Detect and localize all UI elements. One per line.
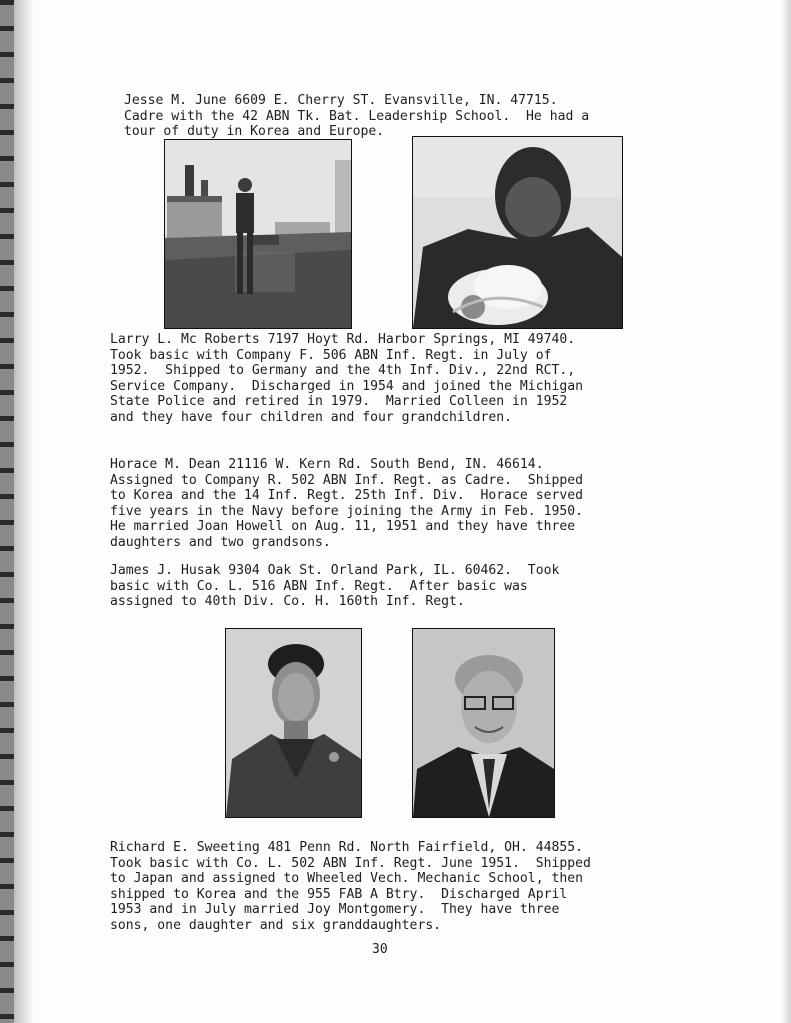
photo-young-soldier-portrait — [226, 629, 361, 817]
bio-line: and they have four children and four grandchildren. — [110, 409, 513, 425]
photo-man-with-glasses — [413, 629, 554, 817]
photo-soldier-standing — [165, 140, 351, 328]
bio-larry-mcroberts — [110, 332, 583, 426]
binding-shadow — [14, 0, 34, 1023]
bio-line: Richard E. Sweeting 481 Penn Rd. North Fairfield, OH. 44855. — [110, 840, 583, 855]
bio-line: Took basic with Co. L. 502 ABN Inf. Regt. June 1951. Shipped — [110, 855, 591, 871]
bio-line: 1953 and in July married Joy Montgomery. They have three — [110, 902, 560, 918]
bio-line: Jesse M. June 6609 E. Cherry ST. Evansville, IN. 47715. — [124, 93, 558, 108]
bio-line: assigned to 40th Div. Co. H. 160th Inf. Regt. — [110, 594, 465, 610]
bio-line: to Korea and the 14 Inf. Regt. 25th Inf. Div. Horace served — [110, 488, 583, 504]
bio-line: daughters and two grandsons. — [110, 534, 331, 550]
bio-line: Cadre with the 42 ABN Tk. Bat. Leadership School. He had a — [124, 108, 590, 124]
bio-line: basic with Co. L. 516 ABN Inf. Regt. After basic was — [110, 578, 528, 594]
photo-man-with-baby — [413, 137, 622, 328]
spiral-binding — [0, 0, 14, 1023]
bio-jesse-june — [124, 93, 589, 140]
bio-line: to Japan and assigned to Wheeled Vech. Mechanic School, then — [110, 871, 583, 887]
bio-line: 1952. Shipped to Germany and the 4th Inf. Div., 22nd RCT., — [110, 363, 576, 379]
page-edge-shadow — [781, 0, 791, 1023]
bio-line: Larry L. Mc Roberts 7197 Hoyt Rd. Harbor Springs, MI 49740. — [110, 332, 576, 347]
bio-line: Assigned to Company R. 502 ABN Inf. Regt. as Cadre. Shipped — [110, 472, 583, 488]
bio-line: Took basic with Company F. 506 ABN Inf. Regt. in July of — [110, 347, 552, 363]
bio-richard-sweeting — [110, 840, 591, 934]
bio-line: James J. Husak 9304 Oak St. Orland Park, IL. 60462. Took — [110, 563, 560, 578]
bio-line: State Police and retired in 1979. Married Colleen in 1952 — [110, 394, 568, 410]
bio-line: Horace M. Dean 21116 W. Kern Rd. South Bend, IN. 46614. — [110, 457, 544, 472]
bio-james-husak — [110, 563, 559, 610]
bio-line: Service Company. Discharged in 1954 and joined the Michigan — [110, 378, 583, 394]
bio-line: shipped to Korea and the 955 FAB A Btry. Discharged April — [110, 886, 568, 902]
bio-line: sons, one daughter and six granddaughters. — [110, 917, 442, 933]
bio-line: five years in the Navy before joining the Army in Feb. 1950. — [110, 503, 583, 519]
bio-line: tour of duty in Korea and Europe. — [124, 124, 385, 140]
bio-horace-dean — [110, 457, 583, 551]
page-number: 30 — [372, 942, 388, 957]
bio-line: He married Joan Howell on Aug. 11, 1951 and they have three — [110, 519, 576, 535]
